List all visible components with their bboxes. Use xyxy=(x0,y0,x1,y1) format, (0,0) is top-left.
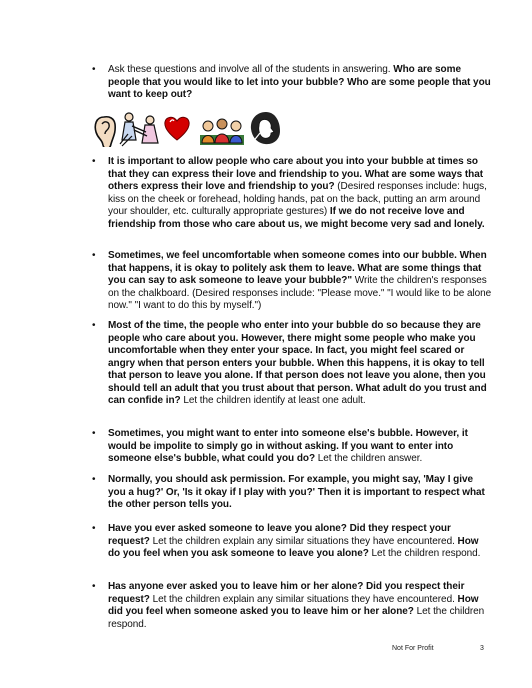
paragraph-8 xyxy=(108,581,493,631)
bold-text-run: If we do not receive love and friendship from those who care about us, we might become very sad and lonely. xyxy=(108,206,485,230)
text-run: (Desired responses include: hugs, kiss on the cheek or forehead, holding hands, pat on the back, putting an arm around your shoulder, etc. culturally appropriate gestures) xyxy=(108,181,487,217)
clipart-row xyxy=(92,109,282,147)
paragraph-4 xyxy=(108,320,493,408)
text-run: Let the children answer. xyxy=(315,453,423,464)
text-run: Let the children respond. xyxy=(368,548,481,559)
paragraph-3 xyxy=(108,250,493,313)
bullet-2: • xyxy=(92,156,96,167)
footer-label: Not For Profit xyxy=(392,645,434,652)
bold-text-run: Sometimes, we feel uncomfortable when someone comes into our bubble. When that happens, it is okay to politely ask them to leave. What are some things that you can say to ask someone to leave your bubble?" xyxy=(108,250,487,286)
bullet-7: • xyxy=(92,523,96,534)
heart-icon xyxy=(165,117,189,140)
bullet-6: • xyxy=(92,474,96,485)
text-run: Let the children respond. xyxy=(108,606,485,630)
text-run: Let the children identify at least one adult. xyxy=(180,395,366,406)
paragraph-1 xyxy=(108,64,493,102)
bold-text-run: Have you ever asked someone to leave you alone? Did they respect your request? xyxy=(108,523,451,547)
bullet-3: • xyxy=(92,250,96,261)
paragraph-6 xyxy=(108,474,493,512)
paragraph-5 xyxy=(108,428,493,466)
bullet-8: • xyxy=(92,581,96,592)
bullet-4: • xyxy=(92,320,96,331)
bold-text-run: Has anyone ever asked you to leave him or her alone? Did you respect their request? xyxy=(108,581,465,605)
bold-text-run: It is important to allow people who care about you into your bubble at times so that they can express their love and friendship to you. What are some ways that others express their love and friendship to you? xyxy=(108,156,484,192)
bold-text-run: Most of the time, the people who enter into your bubble do so because they are people who care about you. However, there might some people who make you uncomfortable when they enter your space. In fact, you might feel scared or angry when that person enters your bubble. When this happens, it is okay to tell that person to leave you alone. If that person does not leave you alone, then you should tell an adult that you trust about that person. What adult do you trust and can confide in? xyxy=(108,320,487,406)
paragraph-7 xyxy=(108,523,493,561)
text-run: Let the children explain any similar situations they have encountered. xyxy=(149,535,458,547)
bullet-1: • xyxy=(92,64,96,75)
text-run: Ask these questions and involve all of the students in answering. xyxy=(108,64,394,75)
ear-icon xyxy=(95,117,115,147)
bullet-5: • xyxy=(92,428,96,439)
paragraph-2 xyxy=(108,156,493,231)
bold-text-run: How did you feel when someone asked you to leave him or her alone? xyxy=(108,593,479,617)
face-profile-icon xyxy=(251,112,280,144)
text-run: Write the children's responses on the chalkboard. (Desired responses include: "Please move." "I would like to be alone now." "I want to do this by myself.") xyxy=(108,275,492,311)
hugging-figures-icon xyxy=(120,113,158,146)
bold-text-run: How do you feel when you ask someone to leave you alone? xyxy=(108,535,479,559)
group-of-people-icon xyxy=(200,119,244,145)
bold-text-run: Normally, you should ask permission. For example, you might say, 'May I give you a hug?' Or, 'Is it okay if I play with you?' Then it is important to respect what the other person tells you. xyxy=(108,474,485,510)
bold-text-run: Sometimes, you might want to enter into someone else's bubble. However, it would be impolite to simply go in without asking. If you want to enter into someone else's bubble, what could you do? xyxy=(108,428,468,464)
page-number: 3 xyxy=(480,645,484,652)
text-run: Let the children explain any similar situations they have encountered. xyxy=(149,593,458,605)
bold-text-run: Who are some people that you would like to let into your bubble? Who are some people that you want to keep out? xyxy=(108,64,491,100)
